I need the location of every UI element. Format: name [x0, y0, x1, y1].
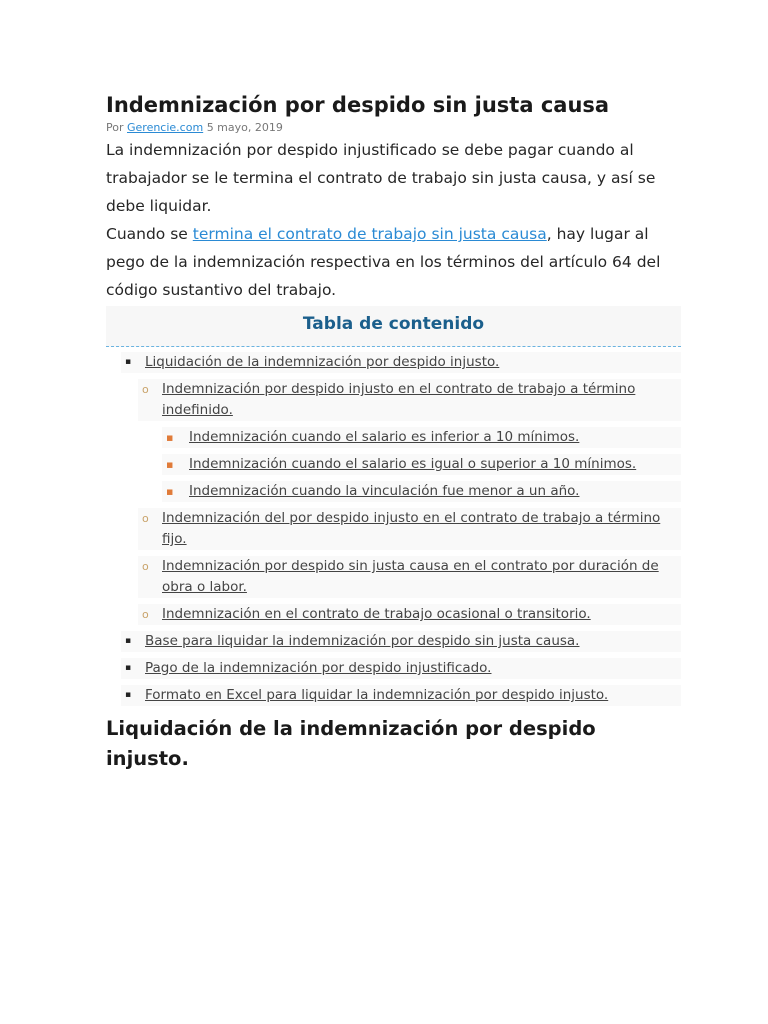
toc-item	[138, 556, 681, 598]
toc-item-link[interactable]: Indemnización cuando el salario es igual o superior a 10 mínimos.	[189, 456, 637, 472]
paragraph-text-before: Cuando se	[106, 225, 193, 243]
circle-bullet-icon: o	[142, 383, 149, 396]
article-title: Indemnización por despido sin justa causa	[106, 93, 610, 117]
toc-item	[162, 427, 681, 448]
square-bullet-icon: ▪	[125, 636, 132, 646]
table-of-contents	[106, 306, 681, 706]
square-bullet-icon: ▪	[125, 663, 132, 673]
toc-item-link[interactable]: Indemnización por despido injusto en el contrato de trabajo a término indefinido.	[162, 381, 636, 418]
toc-item	[162, 481, 681, 502]
square-bullet-icon: ▪	[166, 431, 174, 444]
circle-bullet-icon: o	[142, 608, 149, 621]
section-heading: Liquidación de la indemnización por despido injusto.	[106, 717, 596, 770]
byline-prefix: Por	[106, 121, 124, 134]
paragraph-text-after: , hay lugar al pego de la indemnización respectiva en los términos del artículo 64 del código sustantivo del trabajo.	[106, 225, 661, 299]
toc-item	[121, 685, 681, 706]
author-link[interactable]: Gerencie.com	[127, 121, 204, 134]
toc-item-link[interactable]: Indemnización por despido sin justa causa en el contrato por duración de obra o labor.	[162, 558, 659, 595]
toc-item-link[interactable]: Indemnización cuando la vinculación fue menor a un año.	[189, 483, 580, 499]
square-bullet-icon: ▪	[166, 458, 174, 471]
toc-item	[138, 379, 681, 421]
toc-item	[121, 352, 681, 373]
contract-termination-link[interactable]: termina el contrato de trabajo sin justa causa	[192, 225, 547, 243]
toc-item-text	[189, 427, 681, 448]
toc-title[interactable]: Tabla de contenido	[106, 306, 681, 347]
intro-paragraph: La indemnización por despido injustificado se debe pagar cuando al trabajador se le termina el contrato de trabajo sin justa causa, y así se debe liquidar.	[106, 141, 656, 215]
toc-item-text	[145, 352, 681, 373]
toc-item-link[interactable]: Pago de la indemnización por despido injustificado.	[145, 660, 492, 676]
toc-item-text	[145, 631, 681, 652]
toc-item-link[interactable]: Formato en Excel para liquidar la indemnización por despido injusto.	[145, 687, 609, 703]
square-bullet-icon: ▪	[166, 485, 174, 498]
second-paragraph	[106, 220, 681, 304]
toc-item-link[interactable]: Indemnización en el contrato de trabajo ocasional o transitorio.	[162, 606, 591, 622]
toc-item-text	[162, 379, 681, 421]
toc-item-link[interactable]: Base para liquidar la indemnización por despido sin justa causa.	[145, 633, 580, 649]
circle-bullet-icon: o	[142, 560, 149, 573]
toc-item-text	[145, 658, 681, 679]
toc-item	[121, 658, 681, 679]
square-bullet-icon: ▪	[125, 690, 132, 700]
square-bullet-icon: ▪	[125, 357, 132, 367]
toc-item-text	[189, 481, 681, 502]
toc-item-link[interactable]: Liquidación de la indemnización por despido injusto.	[145, 354, 500, 370]
publish-date: 5 mayo, 2019	[206, 121, 283, 134]
toc-item-text	[145, 685, 681, 706]
toc-list	[106, 347, 681, 706]
toc-item	[138, 604, 681, 625]
toc-item-link[interactable]: Indemnización cuando el salario es inferior a 10 mínimos.	[189, 429, 580, 445]
toc-item	[162, 454, 681, 475]
article	[106, 88, 681, 774]
toc-item-text	[162, 604, 681, 625]
toc-item	[138, 508, 681, 550]
toc-item-text	[162, 508, 681, 550]
circle-bullet-icon: o	[142, 512, 149, 525]
toc-item-link[interactable]: Indemnización del por despido injusto en el contrato de trabajo a término fijo.	[162, 510, 661, 547]
toc-item	[121, 631, 681, 652]
toc-item-text	[189, 454, 681, 475]
toc-item-text	[162, 556, 681, 598]
byline	[106, 121, 681, 135]
